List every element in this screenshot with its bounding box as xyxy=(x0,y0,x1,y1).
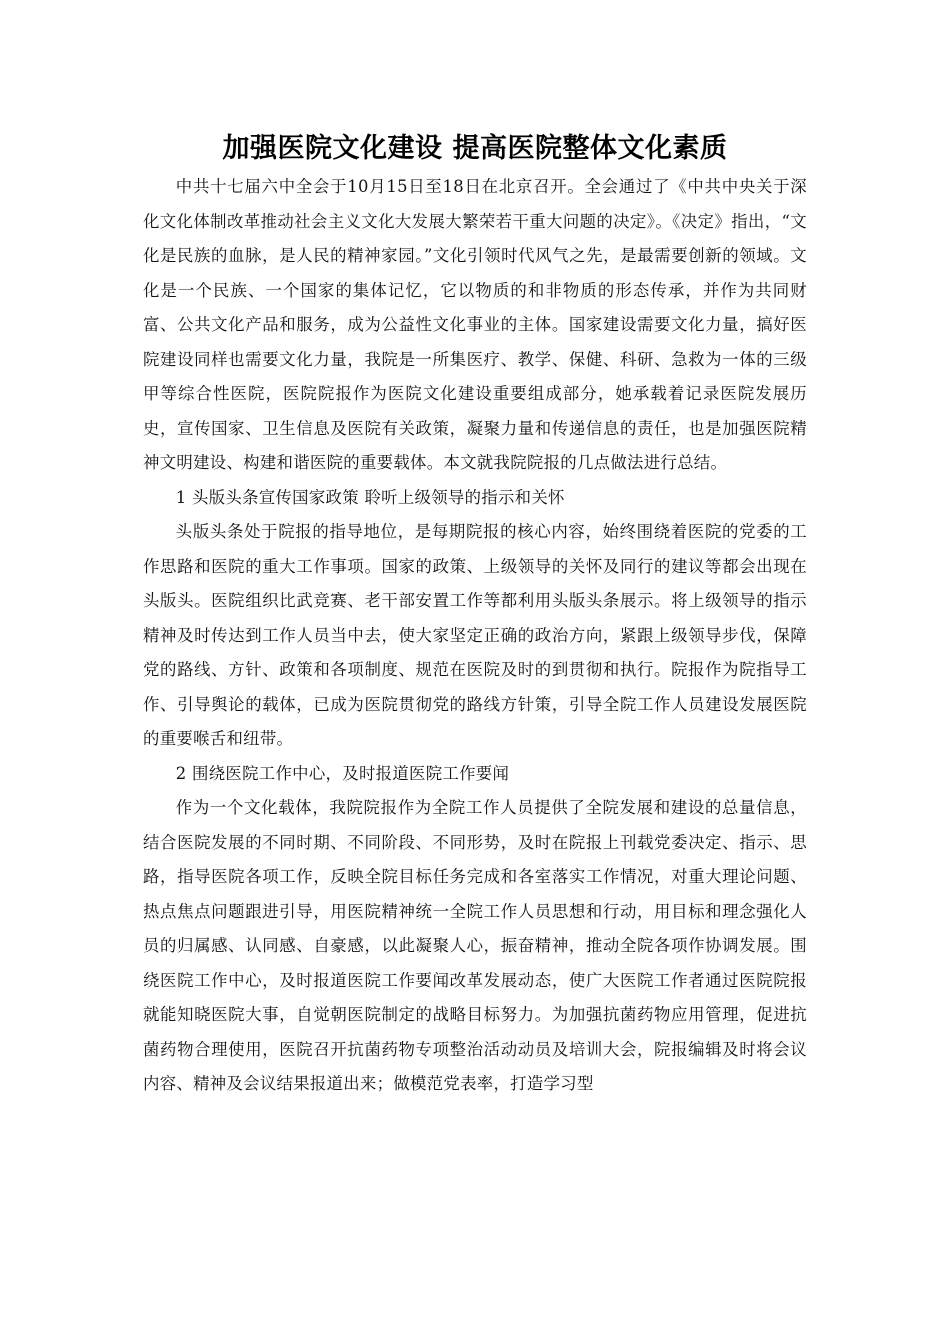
document-body xyxy=(143,128,807,1102)
section-1-paragraph: 头版头条处于院报的指导地位，是每期院报的核心内容，始终围绕着医院的党委的工作思路和医院的重大工作事项。国家的政策、上级领导的关怀及同行的建议等都会出现在头版头。医院组织比武竞赛、老干部安置工作等都利用头版头条展示。将上级领导的指示精神及时传达到工作人员当中去，使大家坚定正确的政治方向，紧跟上级领导步伐，保障党的路线、方针、政策和各项制度、规范在医院及时的到贯彻和执行。院报作为院指导工作、引导舆论的载体，已成为医院贯彻党的路线方针策，引导全院工作人员建设发展医院的重要喉舌和纽带。 xyxy=(143,522,807,748)
section-1-heading: 1 头版头条宣传国家政策 聆听上级领导的指示和关怀 xyxy=(175,487,565,507)
intro-paragraph: 中共十七届六中全会于10月15日至18日在北京召开。全会通过了《中共中央关于深化文化体制改革推动社会主义文化大发展大繁荣若干重大问题的决定》。《决定》指出，“文化是民族的血脉，是人民的精神家园。”文化引领时代风气之先，是最需要创新的领域。文化是一个民族、一个国家的集体记忆，它以物质的和非物质的形态传承，并作为共同财富、公共文化产品和服务，成为公益性文化事业的主体。国家建设需要文化力量，搞好医院建设同样也需要文化力量，我院是一所集医疗、教学、保健、科研、急救为一体的三级甲等综合性医院，医院院报作为医院文化建设重要组成部分，她承载着记录医院发展历史，宣传国家、卫生信息及医院有关政策，凝聚力量和传递信息的责任，也是加强医院精神文明建设、构建和谐医院的重要载体。本文就我院院报的几点做法进行总结。 xyxy=(143,177,807,472)
document-title: 加强医院文化建设 提高医院整体文化素质 xyxy=(222,133,728,164)
section-2-paragraph: 作为一个文化载体，我院院报作为全院工作人员提供了全院发展和建设的总量信息，结合医院发展的不同时期、不同阶段、不同形势，及时在院报上刊载党委决定、指示、思路，指导医院各项工作，反映全院目标任务完成和各室落实工作情况，对重大理论问题、热点焦点问题跟进引导，用医院精神统一全院工作人员思想和行动，用目标和理念强化人员的归属感、认同感、自豪感，以此凝聚人心，振奋精神，推动全院各项作协调发展。围绕医院工作中心，及时报道医院工作要闻改革发展动态，使广大医院工作者通过医院院报就能知晓医院大事，自觉朝医院制定的战略目标努力。为加强抗菌药物应用管理，促进抗菌药物合理使用，医院召开抗菌药物专项整治活动动员及培训大会，院报编辑及时将会议内容、精神及会议结果报道出来；做模范党表率，打造学习型 xyxy=(143,798,807,1093)
section-2-heading: 2 围绕医院工作中心，及时报道医院工作要闻 xyxy=(175,763,510,783)
